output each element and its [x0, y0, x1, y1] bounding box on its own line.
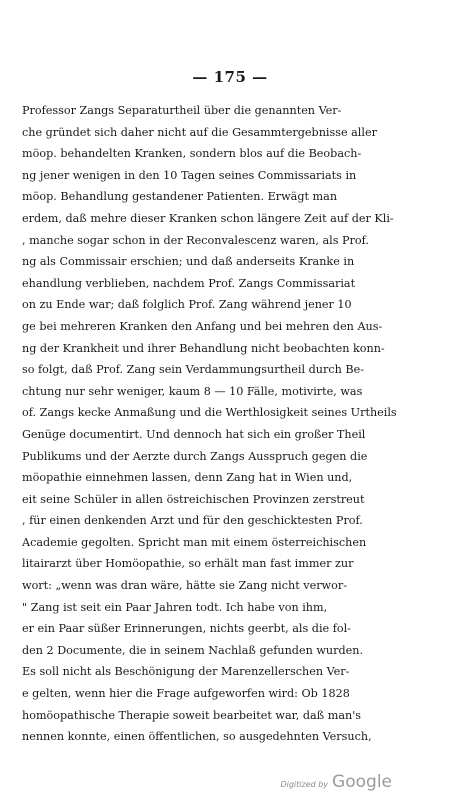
text-line: nennen konnte, einen öffentlichen, so ausgedehnten Versuch,: [22, 730, 372, 744]
text-line: on zu Ende war; daß folglich Prof. Zang während jener 10: [22, 298, 352, 312]
text-line: möopathie einnehmen lassen, denn Zang hat in Wien und,: [22, 471, 353, 485]
text-line: of. Zangs kecke Anmaßung und die Werthlosigkeit seines Urtheils: [22, 406, 397, 420]
text-line: Es soll nicht als Beschönigung der Marenzellerschen Ver-: [22, 665, 350, 679]
text-line: Publikums und der Aerzte durch Zangs Ausspruch gegen die: [22, 449, 368, 463]
text-line: ng als Commissair erschien; und daß anderseits Kranke in: [22, 255, 355, 269]
text-line: " Zang ist seit ein Paar Jahren todt. Ich habe von ihm,: [22, 600, 328, 614]
text-line: so folgt, daß Prof. Zang sein Verdammungsurtheil durch Be-: [22, 363, 364, 377]
text-line: chtung nur sehr weniger, kaum 8 — 10 Fälle, motivirte, was: [22, 384, 363, 398]
text-line: ehandlung verblieben, nachdem Prof. Zangs Commissariat: [22, 276, 356, 290]
text-line: den 2 Documente, die in seinem Nachlaß gefunden wurden.: [22, 643, 364, 657]
page-number: — 175 —: [192, 68, 268, 86]
digitized-by-google-watermark: [280, 772, 392, 792]
text-line: litairarzt über Homöopathie, so erhält man fast immer zur: [22, 557, 354, 571]
body-text: [22, 100, 452, 748]
text-line: , für einen denkenden Arzt und für den geschicktesten Prof.: [22, 514, 363, 528]
text-line: , manche sogar schon in der Reconvalescenz waren, als Prof.: [22, 233, 369, 247]
text-line: möop. behandelten Kranken, sondern blos auf die Beobach-: [22, 147, 362, 161]
text-line: erdem, daß mehre dieser Kranken schon längere Zeit auf der Kli-: [22, 211, 394, 225]
text-line: Genüge documentirt. Und dennoch hat sich ein großer Theil: [22, 427, 366, 441]
text-line: homöopathische Therapie soweit bearbeitet war, daß man's: [22, 708, 362, 722]
text-line: ng jener wenigen in den 10 Tagen seines Commissariats in: [22, 168, 357, 182]
text-line: Academie gegolten. Spricht man mit einem österreichischen: [22, 535, 367, 549]
text-line: wort: „wenn was dran wäre, hätte sie Zang nicht verwor-: [22, 579, 347, 593]
text-line: Professor Zangs Separaturtheil über die genannten Ver-: [22, 104, 342, 117]
text-line: er ein Paar süßer Erinnerungen, nichts geerbt, als die fol-: [22, 622, 351, 636]
text-line: che gründet sich daher nicht auf die Gesammtergebnisse aller: [22, 125, 377, 139]
text-line: möop. Behandlung gestandener Patienten. Erwägt man: [22, 190, 338, 204]
text-line: eit seine Schüler in allen östreichischen Provinzen zerstreut: [22, 492, 365, 506]
text-line: e gelten, wenn hier die Frage aufgeworfen wird: Ob 1828: [22, 687, 350, 701]
digitized-by-label: Digitized by: [280, 780, 329, 789]
text-line: ng der Krankheit und ihrer Behandlung nicht beobachten konn-: [22, 341, 385, 355]
google-brand: Google: [332, 772, 392, 792]
text-line: ge bei mehreren Kranken den Anfang und bei mehren den Aus-: [22, 319, 383, 333]
